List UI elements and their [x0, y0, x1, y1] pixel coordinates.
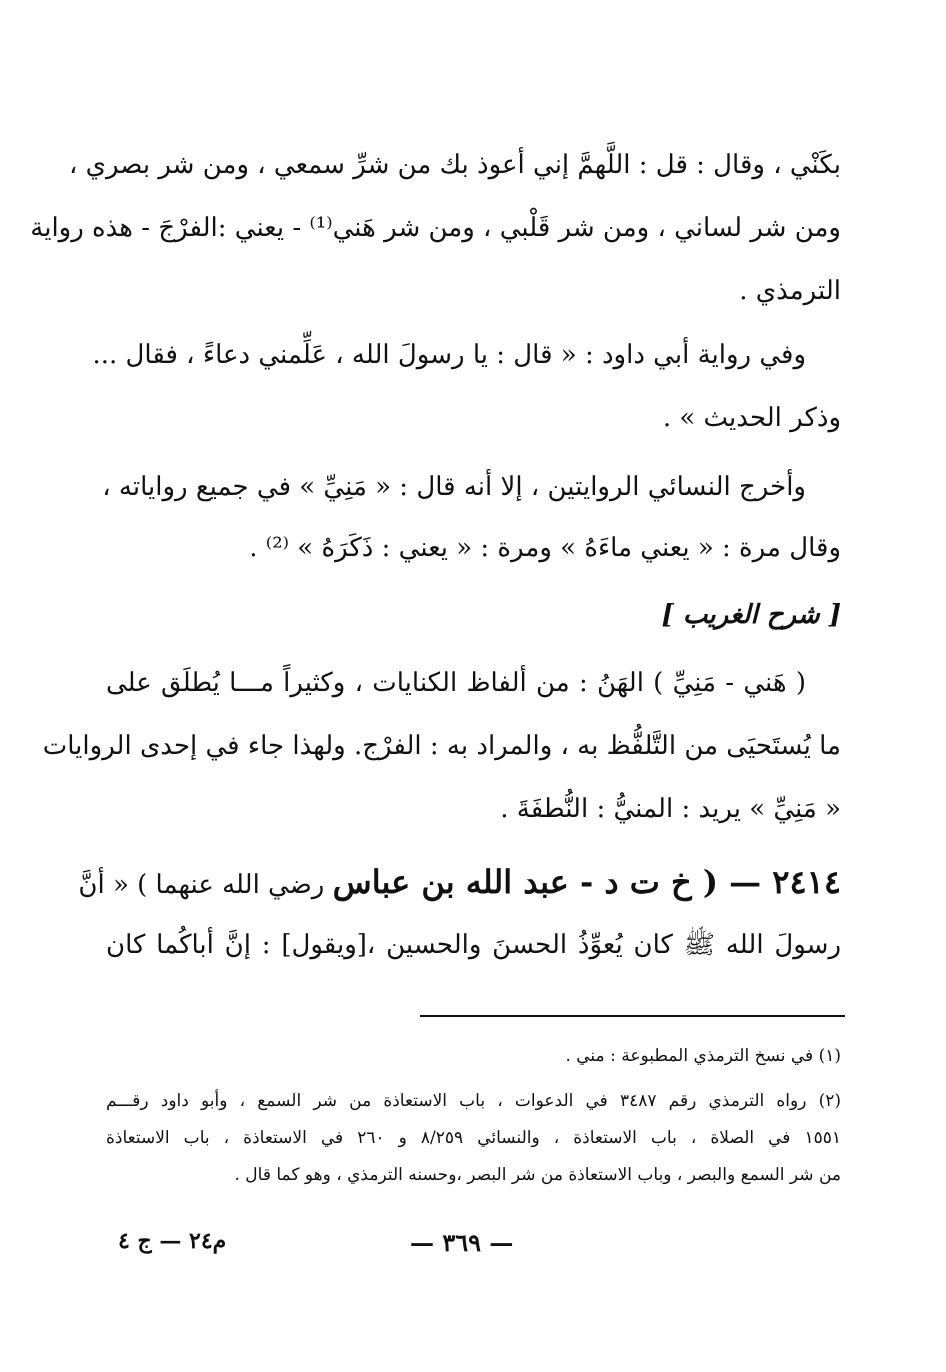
section-heading: [ شرح الغريب ] — [661, 600, 841, 630]
volume-signature: م٢٤ — ج ٤ — [118, 1228, 227, 1254]
explanation-line-3: « مَنِيِّ » يريد : المنيُّ : النُّطفَةَ . — [500, 794, 841, 824]
hadith-number-source: ٢٤١٤ — ( خ ت د - عبد الله بن عباس — [332, 863, 841, 901]
body-line-3: الترمذي . — [739, 276, 841, 306]
body-line-1: بكَنْي ، وقال : قل : اللَّهمَّ إني أعوذ بك من شرِّ سمعي ، ومن شر بصري ، — [68, 150, 841, 180]
explanation-line-1: ( هَني - مَنِيِّ ) الهَنُ : من ألفاظ الكنايات ، وكثيراً مـــا يُطلَق على — [106, 668, 807, 698]
hadith-line-2: رسولَ الله ﷺ كان يُعوِّذُ الحسنَ والحسين ،[ويقول] : إنَّ أباكُما كان — [106, 930, 841, 960]
footnote-1: (١) في نسخ الترمذي المطبوعة : مني . — [565, 1046, 841, 1066]
body-line-5: وذكر الحديث » . — [662, 403, 841, 433]
footnote-2-line-2: ١٥٥١ في الصلاة ، باب الاستعاذة ، والنسائي ٨/٢٥٩ و ٢٦٠ في الاستعاذة ، باب الاستعاذة — [106, 1128, 841, 1148]
hadith-header-line — [78, 858, 841, 908]
footnote-divider — [420, 1015, 845, 1017]
hadith-blessing: رضي الله عنهما ) « أنَّ — [78, 870, 325, 900]
page-number: — ٣٦٩ — — [410, 1228, 514, 1257]
footnote-2-line-3: من شر السمع والبصر ، وباب الاستعاذة من شر البصر ،وحسنه الترمذي ، وهو كما قال . — [234, 1165, 841, 1185]
body-line-6: وأخرج النسائي الروايتين ، إلا أنه قال : « مَنِيِّ » في جميع رواياته ، — [102, 472, 806, 502]
body-line-4: وفي رواية أبي داود : « قال : يا رسولَ الله ، عَلِّمني دعاءً ، فقال ... — [92, 340, 806, 370]
body-line-7: وقال مرة : « يعني ماءَهُ » ومرة : « يعني : ذَكَرَهُ » ⁽²⁾ . — [249, 533, 841, 563]
footnote-2-line-1: (٢) رواه الترمذي رقم ٣٤٨٧ في الدعوات ، باب الاستعاذة من شر السمع ، وأبو داود رقـــم — [106, 1091, 841, 1111]
explanation-line-2: ما يُستَحيَى من التَّلفُّظ به ، والمراد به : الفرْج. ولهذا جاء في إحدى الروايات — [42, 731, 841, 761]
body-line-2: ومن شر لساني ، ومن شر قَلْبي ، ومن شر هَني⁽¹⁾ - يعني :الفرْجَ - هذه رواية — [30, 213, 841, 243]
